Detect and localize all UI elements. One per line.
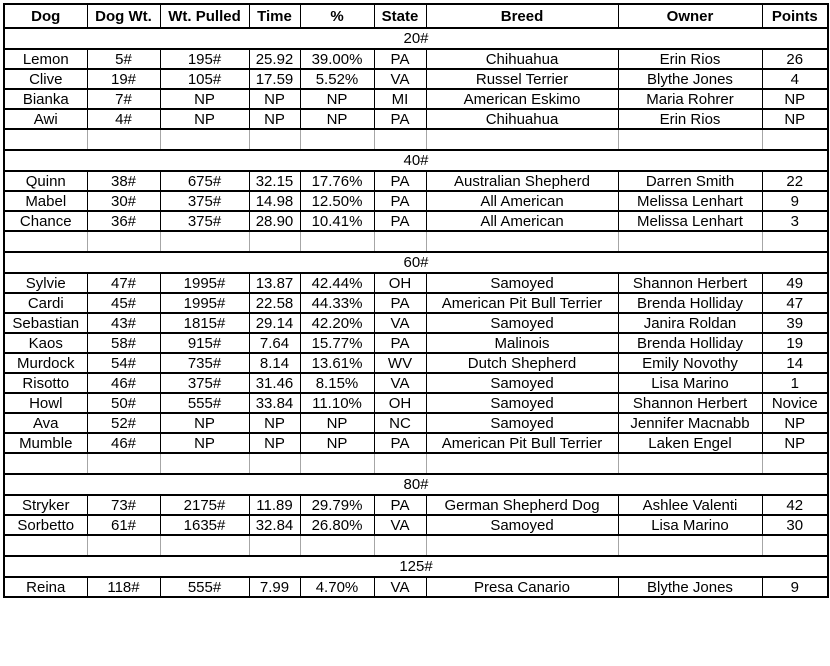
cell-points: 39 [762,313,828,333]
cell-dog: Murdock [4,353,87,373]
cell-points: 4 [762,69,828,89]
cell-dog-wt: 30# [87,191,160,211]
cell-dog-wt: 118# [87,577,160,597]
cell-time: NP [249,433,300,453]
cell-wt-pulled: 1635# [160,515,249,535]
cell-time: 28.90 [249,211,300,231]
cell-dog-wt: 73# [87,495,160,515]
cell-dog-wt: 5# [87,49,160,69]
section-label: 125# [4,556,828,577]
cell-dog-wt: 50# [87,393,160,413]
spacer-cell [300,129,374,150]
spacer-cell [249,231,300,252]
cell-breed: Presa Canario [426,577,618,597]
table-row [4,69,828,89]
cell-wt-pulled: 1995# [160,293,249,313]
table-row [4,433,828,453]
spacer-cell [4,453,87,474]
cell-wt-pulled: 675# [160,171,249,191]
cell-state: OH [374,393,426,413]
cell-state: VA [374,373,426,393]
spacer-cell [426,453,618,474]
cell-breed: American Eskimo [426,89,618,109]
cell-percent: NP [300,413,374,433]
spacer-cell [249,453,300,474]
section-row [4,556,828,577]
table-row [4,89,828,109]
table-row [4,353,828,373]
cell-percent: 42.44% [300,273,374,293]
cell-owner: Laken Engel [618,433,762,453]
table-header [4,4,828,28]
spacer-cell [4,535,87,556]
table-row [4,211,828,231]
cell-dog: Mabel [4,191,87,211]
cell-points: 14 [762,353,828,373]
spacer-cell [618,129,762,150]
cell-wt-pulled: 375# [160,373,249,393]
cell-owner: Ashlee Valenti [618,495,762,515]
cell-breed: Samoyed [426,373,618,393]
cell-percent: 39.00% [300,49,374,69]
cell-wt-pulled: 915# [160,333,249,353]
cell-dog-wt: 45# [87,293,160,313]
cell-breed: Chihuahua [426,109,618,129]
cell-breed: Samoyed [426,273,618,293]
cell-state: WV [374,353,426,373]
spacer-cell [762,535,828,556]
cell-owner: Emily Novothy [618,353,762,373]
spacer-cell [160,453,249,474]
cell-dog-wt: 54# [87,353,160,373]
table-row [4,273,828,293]
cell-breed: Samoyed [426,515,618,535]
cell-points: 42 [762,495,828,515]
cell-state: PA [374,433,426,453]
cell-percent: 17.76% [300,171,374,191]
spacer-cell [374,231,426,252]
table-row [4,313,828,333]
cell-time: 25.92 [249,49,300,69]
spacer-cell [87,453,160,474]
cell-dog-wt: 19# [87,69,160,89]
cell-dog-wt: 38# [87,171,160,191]
cell-owner: Melissa Lenhart [618,211,762,231]
cell-percent: 29.79% [300,495,374,515]
spacer-cell [618,535,762,556]
cell-wt-pulled: 195# [160,49,249,69]
section-label: 40# [4,150,828,171]
cell-breed: Samoyed [426,313,618,333]
cell-percent: 44.33% [300,293,374,313]
spacer-cell [762,231,828,252]
cell-time: 7.64 [249,333,300,353]
cell-dog: Quinn [4,171,87,191]
cell-dog: Awi [4,109,87,129]
spacer-cell [374,129,426,150]
weight-pull-results-table [3,3,829,598]
cell-state: PA [374,49,426,69]
cell-wt-pulled: 1995# [160,273,249,293]
cell-dog-wt: 47# [87,273,160,293]
spacer-row [4,535,828,556]
cell-dog-wt: 46# [87,373,160,393]
section-label: 80# [4,474,828,495]
spacer-cell [160,231,249,252]
spacer-row [4,231,828,252]
cell-dog: Chance [4,211,87,231]
cell-time: 31.46 [249,373,300,393]
column-header-dog: Dog [4,4,87,28]
cell-time: 22.58 [249,293,300,313]
cell-dog-wt: 52# [87,413,160,433]
cell-dog: Cardi [4,293,87,313]
cell-wt-pulled: 735# [160,353,249,373]
spacer-cell [300,231,374,252]
cell-breed: Russel Terrier [426,69,618,89]
cell-percent: NP [300,89,374,109]
cell-dog: Reina [4,577,87,597]
spacer-row [4,129,828,150]
cell-owner: Shannon Herbert [618,393,762,413]
cell-dog: Kaos [4,333,87,353]
cell-points: 9 [762,191,828,211]
table-row [4,191,828,211]
cell-time: 8.14 [249,353,300,373]
cell-percent: NP [300,433,374,453]
cell-dog: Clive [4,69,87,89]
cell-owner: Blythe Jones [618,69,762,89]
spacer-cell [762,129,828,150]
cell-owner: Erin Rios [618,49,762,69]
cell-percent: 5.52% [300,69,374,89]
table-row [4,515,828,535]
cell-breed: Australian Shepherd [426,171,618,191]
cell-breed: All American [426,211,618,231]
cell-time: 11.89 [249,495,300,515]
cell-dog: Lemon [4,49,87,69]
cell-state: PA [374,333,426,353]
column-header-owner: Owner [618,4,762,28]
cell-state: VA [374,313,426,333]
cell-dog: Sebastian [4,313,87,333]
cell-wt-pulled: 555# [160,393,249,413]
cell-owner: Darren Smith [618,171,762,191]
section-row [4,150,828,171]
column-header-percent: % [300,4,374,28]
spacer-cell [4,129,87,150]
cell-dog: Howl [4,393,87,413]
cell-wt-pulled: NP [160,413,249,433]
cell-owner: Brenda Holliday [618,293,762,313]
cell-breed: Samoyed [426,413,618,433]
column-header-dog-wt: Dog Wt. [87,4,160,28]
cell-wt-pulled: 105# [160,69,249,89]
column-header-breed: Breed [426,4,618,28]
cell-time: NP [249,89,300,109]
cell-points: NP [762,433,828,453]
cell-points: 3 [762,211,828,231]
cell-percent: 4.70% [300,577,374,597]
cell-points: 9 [762,577,828,597]
spacer-cell [249,535,300,556]
spacer-cell [618,231,762,252]
table-row [4,373,828,393]
spacer-cell [374,453,426,474]
cell-dog: Sorbetto [4,515,87,535]
table-body [4,28,828,597]
cell-points: NP [762,109,828,129]
cell-breed: American Pit Bull Terrier [426,433,618,453]
table-row [4,577,828,597]
cell-owner: Janira Roldan [618,313,762,333]
cell-dog-wt: 46# [87,433,160,453]
cell-dog: Sylvie [4,273,87,293]
cell-breed: Samoyed [426,393,618,413]
cell-breed: All American [426,191,618,211]
table-row [4,293,828,313]
spacer-cell [87,129,160,150]
cell-time: 29.14 [249,313,300,333]
cell-percent: 8.15% [300,373,374,393]
cell-owner: Lisa Marino [618,373,762,393]
cell-state: VA [374,69,426,89]
cell-time: 14.98 [249,191,300,211]
cell-dog: Mumble [4,433,87,453]
cell-owner: Shannon Herbert [618,273,762,293]
cell-points: Novice [762,393,828,413]
cell-points: 49 [762,273,828,293]
spacer-cell [4,231,87,252]
spacer-cell [160,535,249,556]
cell-state: VA [374,515,426,535]
cell-percent: 26.80% [300,515,374,535]
cell-owner: Erin Rios [618,109,762,129]
cell-points: 30 [762,515,828,535]
cell-points: 19 [762,333,828,353]
cell-points: 47 [762,293,828,313]
cell-wt-pulled: NP [160,433,249,453]
cell-dog-wt: 43# [87,313,160,333]
cell-state: OH [374,273,426,293]
cell-percent: 13.61% [300,353,374,373]
cell-wt-pulled: 1815# [160,313,249,333]
cell-time: 32.84 [249,515,300,535]
cell-wt-pulled: 375# [160,191,249,211]
cell-state: PA [374,293,426,313]
cell-breed: American Pit Bull Terrier [426,293,618,313]
cell-time: 7.99 [249,577,300,597]
cell-percent: 42.20% [300,313,374,333]
cell-dog: Stryker [4,495,87,515]
spacer-cell [426,535,618,556]
cell-points: NP [762,413,828,433]
spacer-cell [618,453,762,474]
cell-owner: Jennifer Macnabb [618,413,762,433]
cell-time: NP [249,109,300,129]
spacer-row [4,453,828,474]
cell-dog-wt: 58# [87,333,160,353]
table-row [4,171,828,191]
spacer-cell [300,453,374,474]
cell-breed: Chihuahua [426,49,618,69]
spacer-cell [762,453,828,474]
column-header-wt-pulled: Wt. Pulled [160,4,249,28]
cell-wt-pulled: 375# [160,211,249,231]
column-header-time: Time [249,4,300,28]
table-row [4,413,828,433]
cell-percent: NP [300,109,374,129]
spacer-cell [300,535,374,556]
cell-owner: Maria Rohrer [618,89,762,109]
cell-dog-wt: 7# [87,89,160,109]
spacer-cell [374,535,426,556]
cell-state: MI [374,89,426,109]
cell-time: 33.84 [249,393,300,413]
table-row [4,393,828,413]
column-header-points: Points [762,4,828,28]
cell-owner: Melissa Lenhart [618,191,762,211]
cell-wt-pulled: NP [160,89,249,109]
table-row [4,333,828,353]
cell-dog-wt: 4# [87,109,160,129]
section-row [4,252,828,273]
cell-breed: German Shepherd Dog [426,495,618,515]
cell-dog-wt: 36# [87,211,160,231]
section-row [4,474,828,495]
cell-dog: Bianka [4,89,87,109]
spacer-cell [426,231,618,252]
section-label: 60# [4,252,828,273]
spacer-cell [87,535,160,556]
section-label: 20# [4,28,828,49]
table-row [4,109,828,129]
cell-state: PA [374,171,426,191]
cell-dog: Ava [4,413,87,433]
cell-wt-pulled: 555# [160,577,249,597]
cell-wt-pulled: 2175# [160,495,249,515]
cell-owner: Lisa Marino [618,515,762,535]
cell-state: PA [374,109,426,129]
cell-percent: 12.50% [300,191,374,211]
cell-points: NP [762,89,828,109]
cell-dog: Risotto [4,373,87,393]
column-header-state: State [374,4,426,28]
cell-percent: 11.10% [300,393,374,413]
spacer-cell [426,129,618,150]
header-row [4,4,828,28]
cell-time: 17.59 [249,69,300,89]
table-row [4,49,828,69]
cell-wt-pulled: NP [160,109,249,129]
cell-state: PA [374,211,426,231]
cell-breed: Malinois [426,333,618,353]
cell-points: 26 [762,49,828,69]
spacer-cell [87,231,160,252]
cell-percent: 15.77% [300,333,374,353]
cell-breed: Dutch Shepherd [426,353,618,373]
cell-state: PA [374,495,426,515]
cell-time: NP [249,413,300,433]
cell-state: PA [374,191,426,211]
cell-points: 22 [762,171,828,191]
cell-dog-wt: 61# [87,515,160,535]
spacer-cell [249,129,300,150]
table-row [4,495,828,515]
cell-state: NC [374,413,426,433]
cell-state: VA [374,577,426,597]
cell-time: 32.15 [249,171,300,191]
cell-points: 1 [762,373,828,393]
cell-owner: Brenda Holliday [618,333,762,353]
cell-percent: 10.41% [300,211,374,231]
cell-time: 13.87 [249,273,300,293]
section-row [4,28,828,49]
cell-owner: Blythe Jones [618,577,762,597]
spacer-cell [160,129,249,150]
